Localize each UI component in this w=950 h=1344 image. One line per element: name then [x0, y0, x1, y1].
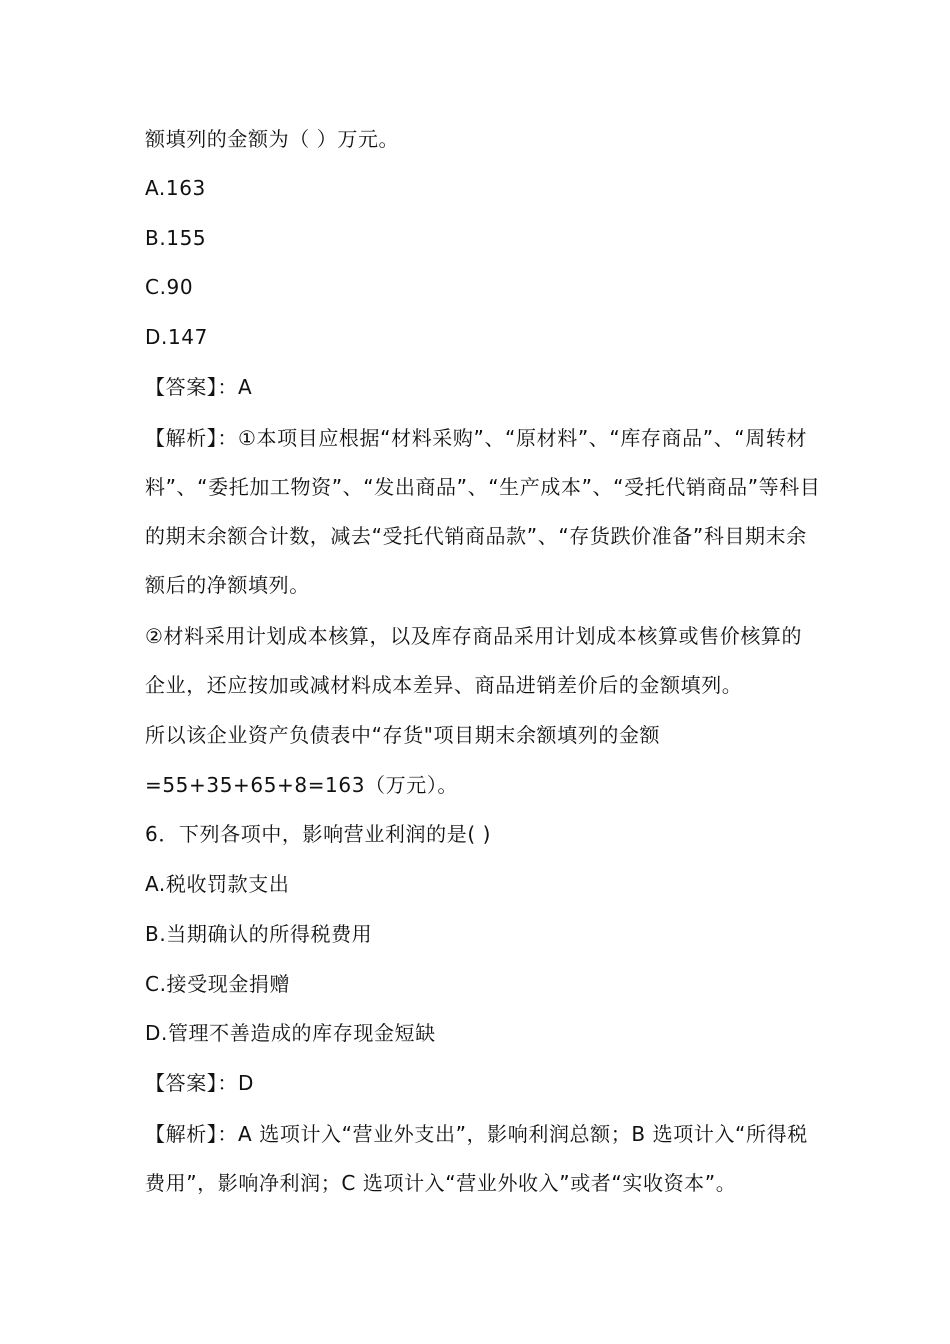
q5-analysis-line-3: 的期末余额合计数，减去“受托代销商品款”、“存货跌价准备”科目期末余 [145, 524, 807, 548]
q5-option-a: A.163 [145, 176, 206, 200]
q6-analysis-line-2: 费用”，影响净利润；C 选项计入“营业外收入”或者“实收资本”。 [145, 1171, 737, 1195]
q5-option-d: D.147 [145, 325, 208, 349]
q5-option-c: C.90 [145, 275, 194, 299]
q5-analysis-line-5: ②材料采用计划成本核算，以及库存商品采用计划成本核算或售价核算的 [145, 624, 803, 648]
q5-analysis-line-2: 料”、“委托加工物资”、“发出商品”、“生产成本”、“受托代销商品”等科目 [145, 475, 821, 499]
q5-analysis-line-8: =55+35+65+8=163（万元）。 [145, 773, 459, 797]
q6-answer: 【答案】：D [145, 1071, 255, 1095]
q5-analysis-line-4: 额后的净额填列。 [145, 573, 310, 597]
q5-analysis-line-7: 所以该企业资产负债表中“存货"项目期末余额填列的金额 [145, 723, 661, 747]
q6-option-b: B.当期确认的所得税费用 [145, 922, 373, 946]
q6-option-d: D.管理不善造成的库存现金短缺 [145, 1021, 436, 1045]
q6-option-a: A.税收罚款支出 [145, 872, 290, 896]
q5-option-b: B.155 [145, 226, 207, 250]
question-5-stem-tail: 额填列的金额为（ ）万元。 [145, 127, 400, 151]
q5-analysis-line-6: 企业，还应按加或减材料成本差异、商品进销差价后的金额填列。 [145, 673, 743, 697]
q6-option-c: C.接受现金捐赠 [145, 972, 291, 996]
q6-analysis-line-1: 【解析】：A 选项计入“营业外支出”，影响利润总额；B 选项计入“所得税 [145, 1122, 808, 1146]
question-6-stem: 6．下列各项中，影响营业利润的是( ) [145, 822, 492, 846]
q5-answer: 【答案】：A [145, 375, 253, 399]
q5-analysis-line-1: 【解析】：①本项目应根据“材料采购”、“原材料”、“库存商品”、“周转材 [145, 426, 808, 450]
